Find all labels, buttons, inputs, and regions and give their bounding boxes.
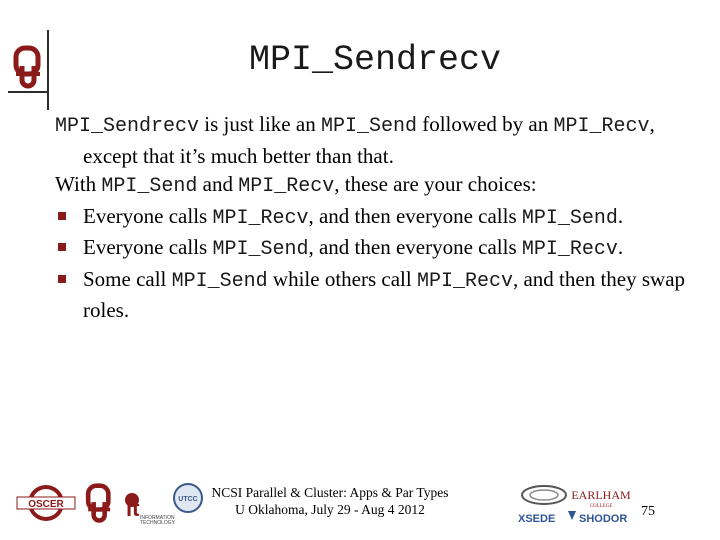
code-span: MPI_Send	[171, 269, 268, 293]
code-span: MPI_Recv	[521, 238, 618, 261]
earlham-logo-text: EARLHAM	[571, 488, 631, 502]
text-span: is just like an	[199, 112, 321, 136]
code-mpi-send: MPI_Send	[320, 115, 417, 138]
xsede-logo-icon	[516, 508, 564, 526]
ncsi-swirl-logo-icon	[520, 484, 568, 506]
code-mpi-sendrecv: MPI_Sendrecv	[55, 115, 200, 138]
shodor-logo-text: SHODOR	[579, 513, 628, 525]
earlham-college-text: COLLEGE	[589, 504, 613, 509]
it-logo-icon	[120, 486, 175, 526]
oscer-logo-text: OSCER	[28, 499, 64, 510]
bullet-square-icon	[58, 275, 66, 283]
text-span: while others call	[267, 266, 417, 291]
shodor-logo-icon	[566, 508, 636, 526]
code-span: MPI_Send	[212, 238, 309, 261]
text-span: Everyone calls	[83, 235, 213, 259]
ou-footer-logo-icon	[84, 482, 118, 526]
oscer-logo-icon	[15, 483, 77, 523]
text-span: With	[55, 172, 102, 196]
text-span: .	[617, 235, 624, 259]
code-mpi-recv: MPI_Recv	[238, 175, 335, 198]
bullet-item-1	[55, 202, 700, 234]
bullet-square-icon	[58, 212, 66, 220]
page-number: 75	[641, 504, 655, 519]
xsede-logo-text: XSEDE	[518, 513, 556, 525]
bullet-square-icon	[58, 243, 66, 251]
code-mpi-send: MPI_Send	[101, 175, 198, 198]
footer-caption	[200, 484, 460, 518]
footer-line-1: NCSI Parallel & Cluster: Apps & Par Types	[211, 485, 449, 500]
text-span: , these are your choices:	[334, 172, 537, 196]
code-span: MPI_Recv	[212, 206, 309, 230]
text-span: .	[617, 203, 624, 228]
text-span: Everyone calls	[83, 203, 213, 228]
bullet-item-3	[55, 265, 700, 325]
text-span: followed by an	[416, 112, 554, 136]
text-span: , except that it’s much better than that.	[83, 112, 655, 168]
text-span: , and then they swap roles.	[83, 266, 686, 322]
text-span: , and then everyone calls	[308, 235, 522, 259]
slide-title: MPI_Sendrecv	[248, 40, 502, 80]
it-logo-line2: TECHNOLOGY	[140, 520, 175, 526]
code-span: MPI_Send	[521, 206, 618, 230]
slide-content	[55, 110, 700, 325]
earlham-logo-icon	[566, 486, 636, 510]
code-mpi-recv: MPI_Recv	[553, 115, 650, 138]
bullet-item-2	[55, 233, 700, 265]
choices-paragraph	[55, 170, 700, 202]
code-span: MPI_Recv	[416, 269, 513, 293]
text-span: , and then everyone calls	[308, 203, 522, 228]
text-span: and	[197, 172, 239, 196]
footer-line-2: U Oklahoma, July 29 - Aug 4 2012	[235, 502, 425, 517]
it-logo-line1: INFORMATION	[140, 515, 175, 521]
intro-paragraph	[55, 110, 700, 170]
it-logo-text: it	[126, 496, 140, 521]
ucci-logo-text: UTCC	[178, 496, 198, 503]
text-span: Some call	[83, 266, 172, 291]
